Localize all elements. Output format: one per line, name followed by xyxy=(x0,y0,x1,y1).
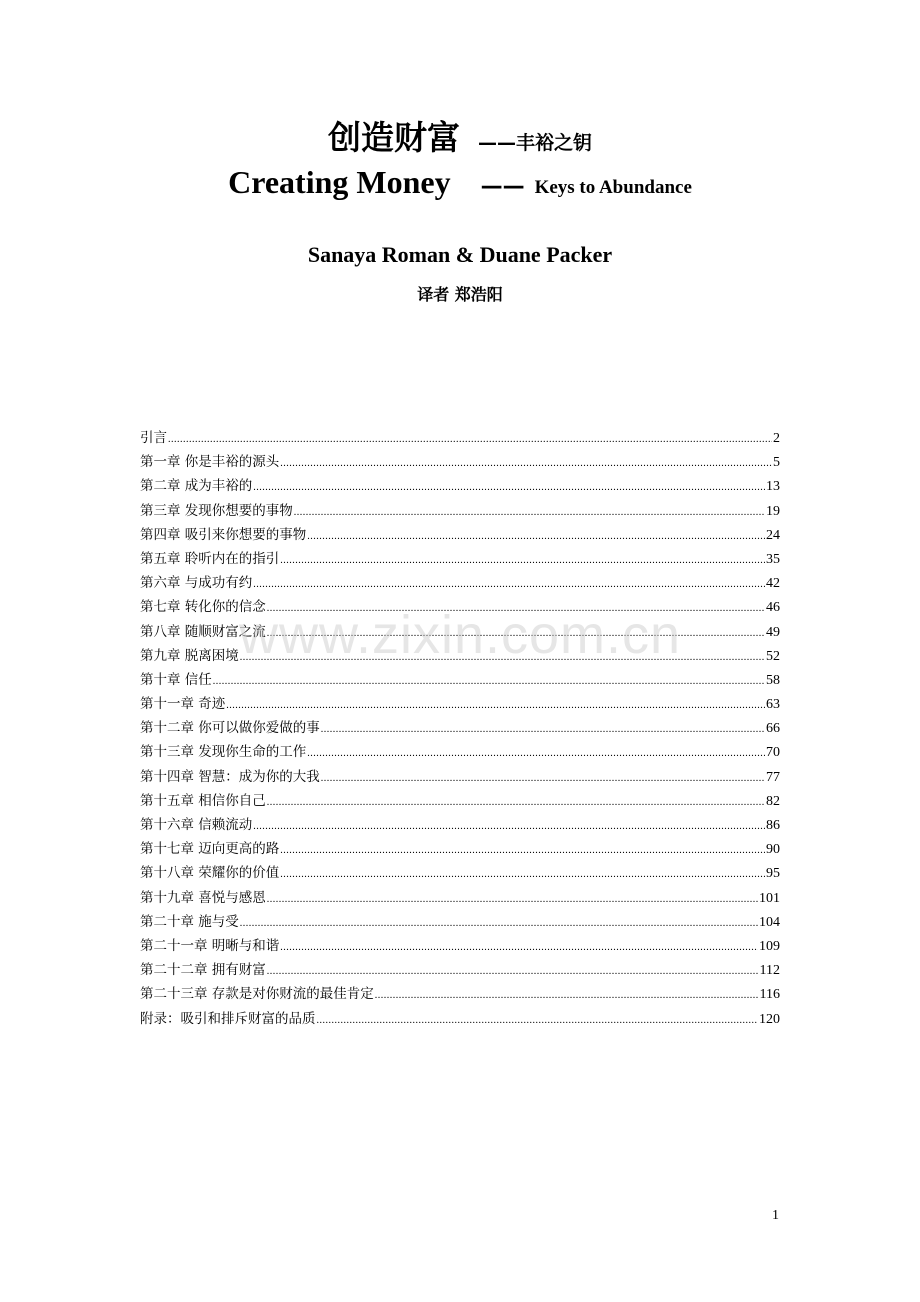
toc-entry-title: 引言 xyxy=(140,430,167,446)
title-english xyxy=(0,164,920,201)
toc-entry[interactable] xyxy=(140,547,780,571)
toc-entry[interactable] xyxy=(140,1007,780,1031)
toc-entry[interactable] xyxy=(140,595,780,619)
translator: 译者 郑浩阳 xyxy=(417,285,503,304)
toc-dot-leader xyxy=(307,742,765,766)
toc-entry[interactable] xyxy=(140,668,780,692)
toc-entry[interactable] xyxy=(140,886,780,910)
toc-entry-title: 第十章 信任 xyxy=(140,671,212,688)
book-subtitle-cn: ——丰裕之钥 xyxy=(477,132,592,154)
toc-entry[interactable] xyxy=(140,789,780,813)
toc-entry[interactable] xyxy=(140,982,780,1006)
table-of-contents xyxy=(140,426,780,1031)
toc-dot-leader xyxy=(321,767,765,791)
toc-entry-page: 35 xyxy=(766,551,780,567)
toc-entry-page: 109 xyxy=(759,938,780,954)
toc-entry[interactable] xyxy=(140,861,780,885)
watermark: www.zixin.com.cn xyxy=(238,605,682,665)
toc-dot-leader xyxy=(168,428,772,452)
toc-entry-title: 第十八章 荣耀你的价值 xyxy=(140,865,280,882)
toc-dot-leader xyxy=(240,912,758,936)
toc-entry[interactable] xyxy=(140,644,780,668)
toc-entry-title: 第二十一章 明晰与和谐 xyxy=(140,937,280,954)
toc-entry-title: 第十二章 你可以做你爱做的事 xyxy=(140,720,320,737)
toc-entry-title: 第十一章 奇迹 xyxy=(140,696,226,713)
toc-dot-leader xyxy=(253,573,765,597)
toc-entry-title: 第五章 聆听内在的指引 xyxy=(140,550,280,567)
toc-entry[interactable] xyxy=(140,765,780,789)
toc-entry-page: 66 xyxy=(766,721,780,737)
toc-entry-page: 42 xyxy=(766,576,780,592)
toc-entry-title: 第十五章 相信你自己 xyxy=(140,792,266,809)
toc-dot-leader xyxy=(317,1009,759,1033)
toc-entry-page: 19 xyxy=(766,503,780,519)
toc-entry-page: 120 xyxy=(759,1011,780,1027)
toc-dot-leader xyxy=(307,525,765,549)
toc-entry-title: 第十四章 智慧：成为你的大我 xyxy=(140,768,320,785)
toc-entry-page: 86 xyxy=(766,818,780,833)
toc-entry-title: 第六章 与成功有约 xyxy=(140,575,253,592)
toc-dot-leader xyxy=(280,863,765,887)
toc-entry[interactable] xyxy=(140,934,780,958)
toc-entry[interactable] xyxy=(140,740,780,764)
toc-entry-title: 第三章 发现你想要的事物 xyxy=(140,502,293,519)
toc-dot-leader xyxy=(267,960,759,984)
toc-entry-page: 82 xyxy=(766,793,780,809)
toc-entry[interactable] xyxy=(140,620,780,644)
toc-entry-page: 2 xyxy=(773,431,780,446)
toc-entry[interactable] xyxy=(140,523,780,547)
toc-dot-leader xyxy=(240,646,765,670)
toc-dot-leader xyxy=(321,718,765,742)
authors: Sanaya Roman & Duane Packer xyxy=(307,242,613,267)
toc-dot-leader xyxy=(294,501,765,525)
toc-entry[interactable] xyxy=(140,450,780,474)
title-dash-en: —— xyxy=(480,174,525,199)
toc-dot-leader xyxy=(267,791,765,815)
toc-dot-leader xyxy=(253,815,765,839)
toc-entry-page: 5 xyxy=(773,455,780,471)
toc-entry-page: 70 xyxy=(766,745,780,761)
toc-dot-leader xyxy=(267,597,765,621)
book-title-en: Creating Money xyxy=(228,164,451,200)
toc-entry-page: 58 xyxy=(766,672,780,688)
toc-dot-leader xyxy=(213,670,765,694)
toc-dot-leader xyxy=(267,622,765,646)
toc-entry-title: 第十六章 信赖流动 xyxy=(140,817,253,833)
toc-entry-title: 第四章 吸引来你想要的事物 xyxy=(140,526,307,543)
toc-entry-title: 第十九章 喜悦与感恩 xyxy=(140,889,266,906)
book-subtitle-en: Keys to Abundance xyxy=(534,177,692,198)
toc-entry-page: 116 xyxy=(759,987,780,1003)
toc-entry[interactable] xyxy=(140,958,780,982)
toc-entry[interactable] xyxy=(140,474,780,498)
toc-dot-leader xyxy=(280,452,772,476)
toc-entry[interactable] xyxy=(140,910,780,934)
toc-entry[interactable] xyxy=(140,426,780,450)
toc-entry-title: 第二十三章 存款是对你财流的最佳肯定 xyxy=(140,986,374,1003)
toc-entry-title: 第二十章 施与受 xyxy=(140,913,239,930)
toc-entry-page: 77 xyxy=(766,769,780,785)
toc-entry-page: 52 xyxy=(766,648,780,664)
toc-entry-title: 第七章 转化你的信念 xyxy=(140,599,266,616)
toc-dot-leader xyxy=(226,694,765,718)
toc-entry[interactable] xyxy=(140,837,780,861)
toc-entry[interactable] xyxy=(140,571,780,595)
toc-entry[interactable] xyxy=(140,813,780,837)
toc-entry-page: 112 xyxy=(759,963,780,979)
toc-dot-leader xyxy=(253,476,765,500)
title-chinese xyxy=(0,112,920,159)
toc-entry-page: 46 xyxy=(766,600,780,616)
toc-dot-leader xyxy=(267,888,758,912)
toc-entry-title: 第十七章 迈向更高的路 xyxy=(140,841,280,858)
toc-entry-page: 24 xyxy=(766,527,780,543)
toc-entry-page: 49 xyxy=(766,624,780,640)
toc-entry-title: 第二十二章 拥有财富 xyxy=(140,962,266,979)
toc-entry[interactable] xyxy=(140,692,780,716)
toc-entry-page: 104 xyxy=(759,914,780,930)
page-number: 1 xyxy=(772,1208,779,1223)
toc-entry-page: 101 xyxy=(759,890,780,906)
toc-entry-page: 95 xyxy=(766,866,780,882)
toc-entry-title: 第二章 成为丰裕的 xyxy=(140,478,253,495)
toc-entry-title: 第十三章 发现你生命的工作 xyxy=(140,744,307,761)
toc-entry-page: 13 xyxy=(766,479,780,495)
book-title-cn: 创造财富 xyxy=(327,118,460,157)
toc-entry[interactable] xyxy=(140,716,780,740)
toc-dot-leader xyxy=(280,839,765,863)
toc-entry-title: 第八章 随顺财富之流 xyxy=(140,623,266,640)
toc-dot-leader xyxy=(280,936,758,960)
toc-dot-leader xyxy=(280,549,765,573)
toc-entry-title: 第九章 脱离困境 xyxy=(140,647,239,664)
toc-entry-page: 63 xyxy=(766,697,780,713)
toc-entry-title: 附录：吸引和排斥财富的品质 xyxy=(140,1010,316,1027)
toc-dot-leader xyxy=(375,984,759,1008)
toc-entry-page: 90 xyxy=(766,842,780,858)
toc-entry-title: 第一章 你是丰裕的源头 xyxy=(140,454,280,471)
toc-entry[interactable] xyxy=(140,499,780,523)
